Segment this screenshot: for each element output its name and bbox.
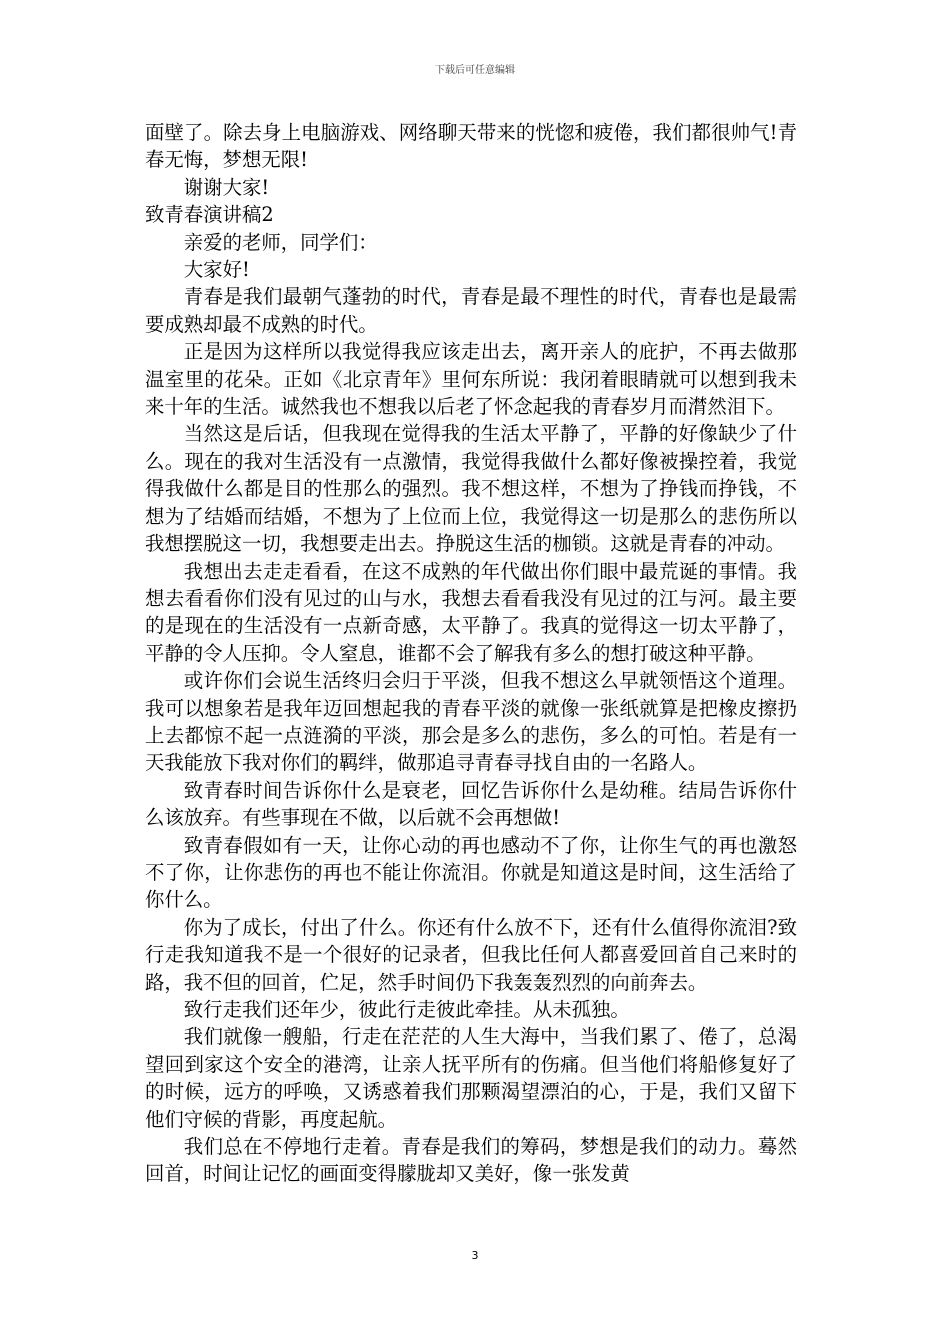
- section-heading: 致青春演讲稿2: [145, 203, 274, 227]
- paragraph: 致青春假如有一天，让你心动的再也感动不了你，让你生气的再也激怒不了你，让你悲伤的再也不能让你流泪。你就是知道这是时间，这生活给了你什么。: [145, 833, 797, 912]
- salutation: 亲爱的老师，同学们：: [183, 230, 378, 254]
- paragraph: 面壁了。除去身上电脑游戏、网络聊天带来的恍惚和疲倦，我们都很帅气!青春无悔，梦想无限!: [145, 121, 797, 172]
- paragraph: 谢谢大家!: [183, 175, 270, 199]
- paragraph: 我们就像一艘船，行走在茫茫的人生大海中，当我们累了、倦了，总渴望回到家这个安全的港湾，让亲人抚平所有的伤痛。但当他们将船修复好了的时候，远方的呼唤，又诱惑着我们那颗渴望漂泊的心，于是，我们又留下他们守候的背影，再度起航。: [145, 1025, 797, 1131]
- paragraph: 当然这是后话，但我现在觉得我的生活太平静了，平静的好像缺少了什么。现在的我对生活没有一点激情，我觉得我做什么都好像被操控着，我觉得我做什么都是目的性那么的强烈。我不想这样，不想为了挣钱而挣钱，不想为了结婚而结婚，不想为了上位而上位，我觉得这一切是那么的悲伤所以我想摆脱这一切，我想要走出去。挣脱这生活的枷锁。这就是青春的冲动。: [145, 422, 797, 556]
- page-header: 下载后可任意编辑: [435, 65, 515, 76]
- paragraph: 致行走我们还年少，彼此行走彼此牵挂。从未孤独。: [183, 998, 630, 1021]
- paragraph: 或许你们会说生活终归会归于平淡，但我不想这么早就领悟这个道理。我可以想象若是我年迈回想起我的青春平淡的就像一张纸就算是把橡皮擦扔上去都惊不起一点涟漪的平淡，那会是多么的悲伤，多么的可怕。若是有一天我能放下我对你们的羁绊，做那追寻青春寻找自由的一名路人。: [145, 669, 797, 775]
- greeting: 大家好!: [183, 258, 250, 282]
- paragraph: 青春是我们最朝气蓬勃的时代，青春是最不理性的时代，青春也是最需要成熟却最不成熟的时代。: [145, 285, 797, 336]
- paragraph: 你为了成长，付出了什么。你还有什么放不下，还有什么值得你流泪?致行走我知道我不是一个很好的记录者，但我比任何人都喜爱回首自己来时的路，我不但的回首，伫足，然手时间仍下我轰轰烈烈的向前奔去。: [145, 915, 797, 994]
- paragraph: 我想出去走走看看，在这不成熟的年代做出你们眼中最荒诞的事情。我想去看看你们没有见过的山与水，我想去看看我没有见过的江与河。最主要的是现在的生活没有一点新奇感，太平静了。我真的觉得这一切太平静了，平静的令人压抑。令人窒息，谁都不会了解我有多么的想打破这种平静。: [145, 559, 797, 665]
- document-body: [145, 119, 797, 1188]
- paragraph: 正是因为这样所以我觉得我应该走出去，离开亲人的庇护，不再去做那温室里的花朵。正如《北京青年》里何东所说：我闭着眼睛就可以想到我未来十年的生活。诚然我也不想我以后老了怀念起我的青春岁月而潸然泪下。: [145, 340, 797, 419]
- paragraph: 我们总在不停地行走着。青春是我们的筹码，梦想是我们的动力。蓦然回首，时间让记忆的画面变得朦胧却又美好，像一张发黄: [145, 1135, 797, 1186]
- paragraph: 致青春时间告诉你什么是衰老，回忆告诉你什么是幼稚。结局告诉你什么该放弃。有些事现在不做，以后就不会再想做!: [145, 778, 797, 830]
- page-number: 3: [471, 1249, 479, 1262]
